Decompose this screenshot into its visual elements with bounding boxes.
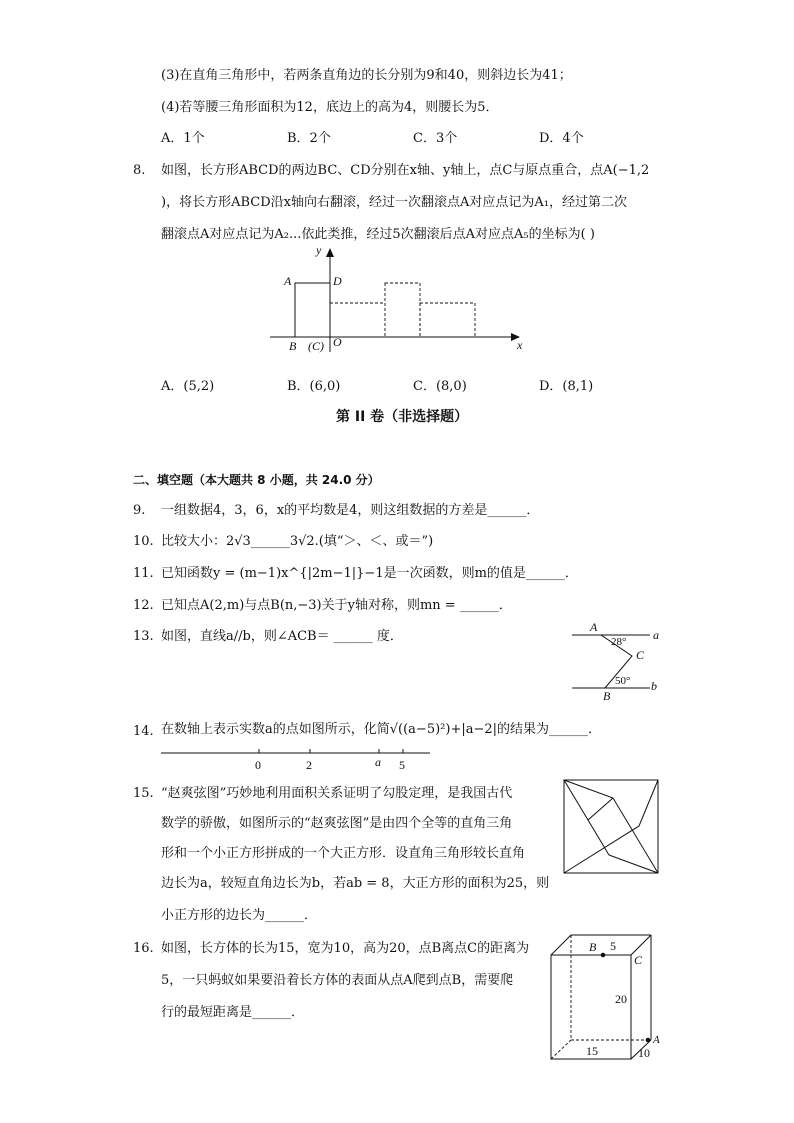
q9-number: 9. — [133, 503, 146, 518]
q16-fig-label-20: 20 — [615, 992, 627, 1006]
q14-axis-tick-0: 0 — [255, 758, 261, 772]
q8-line-1: 如图，长方形ABCD的两边BC、CD分别在x轴、y轴上，点C与原点重合，点A(−1,2 — [161, 163, 650, 178]
q13-fig-label-line-a: a — [653, 628, 659, 642]
q14-text: 在数轴上表示实数a的点如图所示，化简√((a−5)²)+|a−2|的结果为______． — [161, 722, 602, 737]
q8-fig-label-c: (C) — [308, 339, 324, 353]
q13-fig-angle-28: 28° — [611, 636, 627, 648]
q9-text: 一组数据4，3，6，x的平均数是4，则这组数据的方差是______． — [161, 503, 540, 518]
q15-line-2: 数学的骄傲，如图所示的“赵爽弦图”是由四个全等的直角三角 — [161, 816, 513, 831]
q13-fig-label-line-b: b — [651, 679, 657, 693]
q12-number: 12. — [133, 598, 154, 613]
q7-option-d[interactable]: D．4个 — [539, 131, 584, 146]
q10-number: 10. — [133, 534, 154, 549]
q10-text: 比较大小：2√3______3√2.(填“＞、＜、或＝”) — [161, 534, 434, 549]
q16-fig-label-15: 15 — [586, 1044, 598, 1058]
q7-item-4: (4)若等腰三角形面积为12，底边上的高为4，则腰长为5． — [161, 100, 499, 115]
q15-line-3: 形和一个小正方形拼成的一个大正方形．设直角三角形较长直角 — [161, 846, 526, 861]
q16-fig-label-5: 5 — [610, 939, 616, 953]
q14-axis-tick-a: a — [375, 755, 381, 769]
q16-fig-label-c: C — [634, 953, 643, 967]
q15-line-4: 边长为a，较短直角边长为b，若ab = 8，大正方形的面积为25，则 — [161, 876, 550, 891]
q16-fig-label-a: A — [653, 1034, 660, 1046]
q8-fig-label-y: y — [316, 243, 322, 257]
q8-line-3: 翻滚点A对应点记为A₂...依此类推，经过5次翻滚后点A对应点A₅的坐标为( ) — [161, 227, 595, 242]
q13-number: 13. — [133, 629, 154, 644]
q14-number: 14. — [133, 724, 154, 739]
q7-option-b[interactable]: B．2个 — [287, 131, 331, 146]
q13-text: 如图，直线a//b，则∠ACB＝ ______ 度． — [161, 629, 403, 644]
q7-item-3: (3)在直角三角形中，若两条直角边的长分别为9和40，则斜边长为41； — [161, 68, 572, 83]
q16-line-2: 5，一只蚂蚁如果要沿着长方体的表面从点A爬到点B，需要爬 — [161, 973, 514, 988]
q8-option-b[interactable]: B．(6,0) — [287, 379, 341, 394]
q16-fig-label-b: B — [589, 940, 597, 954]
q11-text: 已知函数y = (m−1)x^{|2m−1|}−1是一次函数，则m的值是______． — [161, 566, 578, 581]
section-2-title: 二、填空题（本大题共 8 小题，共 24.0 分） — [133, 473, 380, 487]
q15-line-1: “赵爽弦图”巧妙地利用面积关系证明了勾股定理，是我国古代 — [161, 786, 513, 801]
q15-line-5: 小正方形的边长为______． — [161, 908, 318, 923]
q13-fig-label-b-point: B — [603, 689, 611, 703]
q12-text: 已知点A(2,m)与点B(n,−3)关于y轴对称，则mn = ______． — [161, 598, 512, 613]
q8-fig-label-x: x — [517, 338, 523, 352]
q7-option-a[interactable]: A．1个 — [161, 131, 205, 146]
q8-option-a[interactable]: A．(5,2) — [161, 379, 215, 394]
q8-fig-label-d: D — [333, 274, 342, 288]
q16-line-3: 行的最短距离是______． — [161, 1005, 305, 1020]
q7-option-c[interactable]: C．3个 — [413, 131, 458, 146]
q13-fig-angle-50: 50° — [615, 675, 631, 687]
q16-number: 16. — [133, 941, 154, 956]
q13-fig-label-a-point: A — [590, 620, 598, 634]
part-2-title: 第 II 卷（非选择题） — [336, 409, 469, 425]
q8-option-c[interactable]: C．(8,0) — [413, 379, 467, 394]
q8-line-2: )，将长方形ABCD沿x轴向右翻滚，经过一次翻滚点A对应点记为A₁，经过第二次 — [161, 195, 627, 210]
q8-fig-label-b: B — [289, 339, 297, 353]
q16-fig-label-10: 10 — [638, 1046, 650, 1060]
q15-number: 15. — [133, 786, 154, 801]
q8-number: 8. — [133, 163, 146, 178]
q8-fig-label-a: A — [284, 274, 292, 288]
q14-axis-tick-5: 5 — [399, 758, 405, 772]
q14-axis-tick-2: 2 — [306, 758, 312, 772]
q13-fig-label-c-point: C — [636, 648, 645, 662]
q8-option-d[interactable]: D．(8,1) — [539, 379, 594, 394]
q11-number: 11. — [133, 566, 154, 581]
q16-line-1: 如图，长方体的长为15，宽为10，高为20，点B离点C的距离为 — [161, 941, 530, 956]
q8-fig-label-o: O — [333, 335, 342, 349]
